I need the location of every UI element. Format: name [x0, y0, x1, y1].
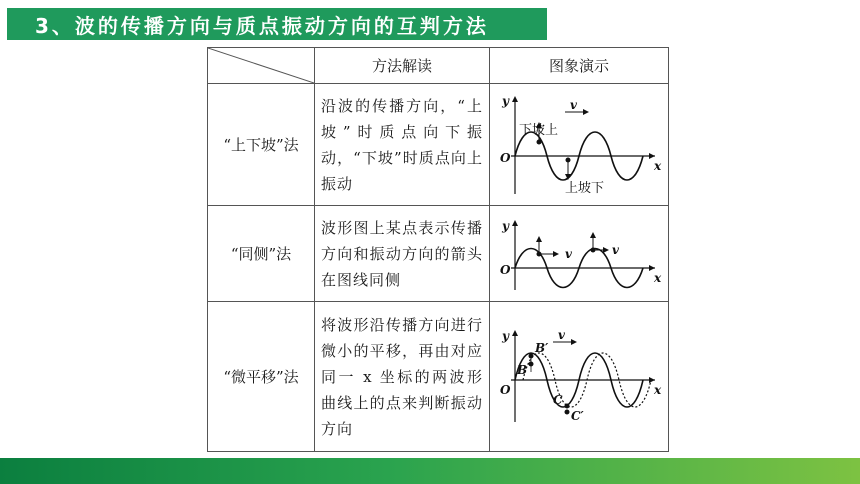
section-title: 3、波的传播方向与质点振动方向的互判方法 — [35, 13, 489, 38]
method-table-container — [207, 47, 665, 452]
header-figure-label: 图象演示 — [548, 57, 609, 75]
method-description-text: 波形图上某点表示传播方向和振动方向的箭头在图线同侧 — [321, 218, 483, 289]
method-name — [208, 206, 315, 302]
label-uphill-down: 上坡下 — [565, 180, 605, 196]
y-axis-arrow-icon — [512, 220, 518, 226]
same-side-method-diagram — [495, 214, 663, 294]
velocity-label: v — [565, 246, 572, 261]
method-description-text: 沿波的传播方向，“上坡”时质点向下振动，“下坡”时质点向上振动 — [321, 96, 483, 193]
method-name-text: “微平移”法 — [223, 368, 299, 386]
origin-label: O — [500, 262, 511, 277]
y-label: y — [502, 328, 509, 343]
label-c-prime: C′ — [571, 408, 584, 423]
label-b: B — [517, 362, 528, 377]
method-table — [207, 47, 669, 452]
method-description — [315, 302, 490, 452]
point-c — [565, 403, 570, 408]
label-downhill-up: 下坡上 — [519, 122, 559, 138]
up-arrow-icon — [536, 236, 542, 242]
method-name-text: “上下坡”法 — [223, 136, 299, 154]
origin-label: O — [500, 150, 511, 165]
y-label: y — [502, 93, 509, 108]
figure-cell — [490, 206, 669, 302]
shift-method-diagram — [495, 322, 663, 432]
right-arrow-icon — [553, 251, 559, 257]
header-method-label: 方法解读 — [371, 57, 432, 75]
table-header-row — [208, 48, 669, 84]
x-label: x — [654, 158, 662, 173]
method-name — [208, 302, 315, 452]
table-row — [208, 302, 669, 452]
velocity-arrow-head-icon — [583, 109, 589, 115]
label-c: C — [553, 392, 563, 407]
velocity-label: v — [570, 97, 577, 112]
velocity-label: v — [558, 327, 565, 342]
x-label: x — [654, 270, 662, 285]
y-axis-arrow-icon — [512, 96, 518, 102]
velocity-arrow-head-icon — [571, 339, 577, 345]
method-name — [208, 84, 315, 206]
header-diagonal-cell — [208, 48, 315, 84]
x-label: x — [654, 382, 662, 397]
label-b-prime: B′ — [535, 340, 549, 355]
y-axis-arrow-icon — [512, 330, 518, 336]
point-c-prime — [565, 409, 570, 414]
method-description — [315, 84, 490, 206]
y-label: y — [502, 218, 509, 233]
figure-cell — [490, 302, 669, 452]
header-figure — [490, 48, 669, 84]
footer-decoration-bar — [0, 458, 860, 484]
slope-method-diagram — [495, 90, 663, 200]
header-method — [315, 48, 490, 84]
method-description-text: 将波形沿传播方向进行微小的平移，再由对应同一 x 坐标的两波形曲线上的点来判断振动方向 — [321, 315, 483, 438]
right-arrow-icon — [603, 247, 609, 253]
up-arrow-icon — [590, 232, 596, 238]
method-description — [315, 206, 490, 302]
section-title-bar — [7, 8, 547, 40]
table-row — [208, 84, 669, 206]
velocity-label: v — [612, 242, 619, 257]
method-name-text: “同侧”法 — [230, 245, 292, 263]
figure-cell — [490, 84, 669, 206]
table-row — [208, 206, 669, 302]
origin-label: O — [500, 382, 511, 397]
diagonal-line — [208, 48, 314, 83]
